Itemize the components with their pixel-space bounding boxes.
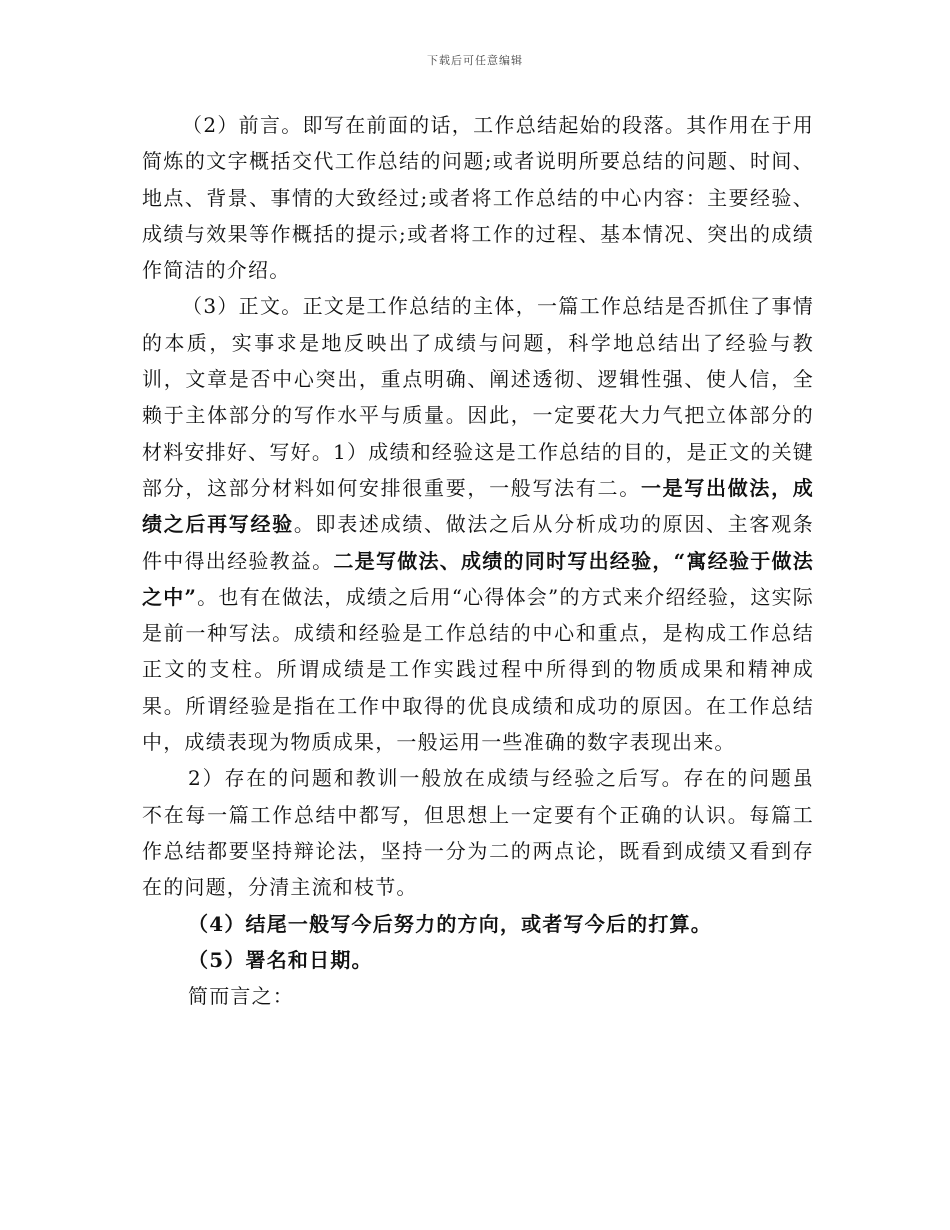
main-text-bold-2: 二是写做法、成绩的同时写出经验，“寓经验于做法之中” [142,548,814,609]
paragraph-ending: （4）结尾一般写今后努力的方向，或者写今后的打算。 [188,911,712,936]
paragraph-main-text [142,288,814,760]
paragraph-problems: 2）存在的问题和教训一般放在成绩与经验之后写。存在的问题虽不在每一篇工作总结中都写，但思想上一定要有个正确的认识。每篇工作总结都要坚持辩论法，坚持一分为二的两点论，既看到成绩又看到存在的问题，分清主流和枝节。 [142,766,814,900]
paragraph-preface: （2）前言。即写在前面的话，工作总结起始的段落。其作用在于用简炼的文字概括交代工作总结的问题;或者说明所要总结的问题、时间、地点、背景、事情的大致经过;或者将工作总结的中心内容：主要经验、成绩与效果等作概括的提示;或者将工作的过程、基本情况、突出的成绩作简洁的介绍。 [142,113,814,283]
page-header: 下载后可任意编辑 [427,54,523,67]
paragraph-signature: （5）署名和日期。 [188,947,373,972]
paragraph-summary: 简而言之： [188,984,294,1009]
main-text-part-1: （3）正文。正文是工作总结的主体，一篇工作总结是否抓住了事情的本质，实事求是地反映出了成绩与问题，科学地总结出了经验与教训，文章是否中心突出，重点明确、阐述透彻、逻辑性强、使人信，全赖于主体部分的写作水平与质量。因此，一定要花大力气把立体部分的材料安排好、写好。1）成绩和经验这是工作总结的目的，是正文的关键部分，这部分材料如何安排很重要，一般写法有二。 [142,294,814,500]
main-text-bold-1: 一是写出做法，成绩之后再写经验 [142,475,814,537]
main-text-part-3: 。也有在做法，成绩之后用“心得体会”的方式来介绍经验，这实际是前一种写法。成绩和经验是工作总结的中心和重点，是构成工作总结正文的支柱。所谓成绩是工作实践过程中所得到的物质成果和精神成果。所谓经验是指在工作中取得的优良成绩和成功的原因。在工作总结中，成绩表现为物质成果，一般运用一些准确的数字表现出来。 [142,584,814,755]
document-body [142,107,814,1014]
main-text-part-2: 。即表述成绩、做法之后从分析成功的原因、主客观条件中得出经验教益。 [142,512,814,573]
